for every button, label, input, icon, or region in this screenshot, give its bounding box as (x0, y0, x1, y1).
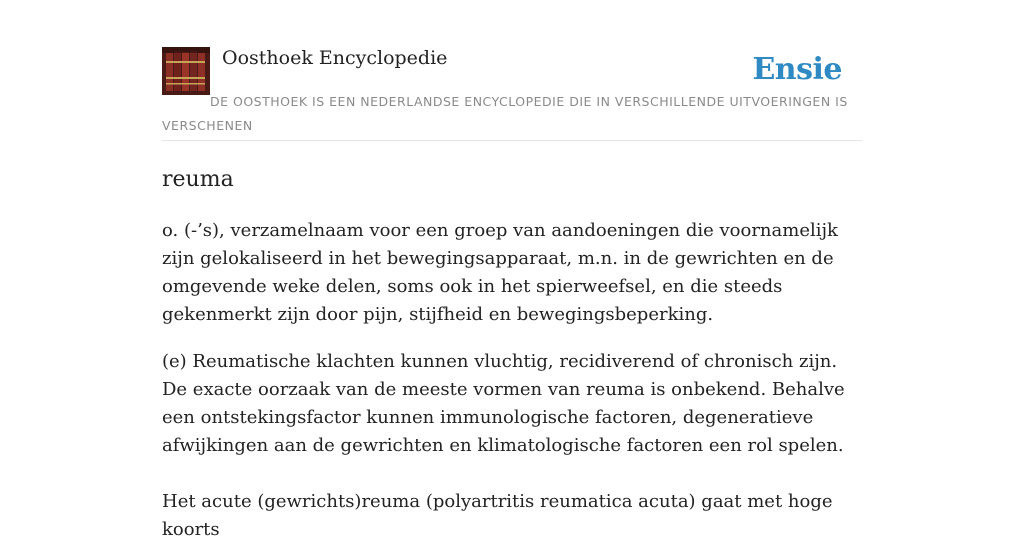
site-tagline: DE OOSTHOEK IS EEN NEDERLANDSE ENCYCLOPEDIE DIE IN VERSCHILLENDE UITVOERINGEN IS VERSCHENEN (162, 94, 848, 133)
entry-paragraph-3: Het acute (gewrichts)reuma (polyartritis reumatica acuta) gaat met hoge koorts (162, 491, 833, 540)
site-header (162, 46, 862, 141)
site-title[interactable]: Oosthoek Encyclopedie (222, 47, 448, 69)
entry-paragraph-1: o. (-’s), verzamelnaam voor een groep van aandoeningen die voornamelijk zijn gelokaliseerd in het bewegingsapparaat, m.n. in de gewrichten en de omgevende weke delen, soms ook in het spierweefsel, en die steeds gekenmerkt zijn door pijn, stijfheid en bewegingsbeperking. (162, 220, 838, 325)
entry-title: reuma (162, 167, 234, 192)
books-avatar-icon[interactable] (162, 47, 210, 95)
entry-paragraph-2: (e) Reumatische klachten kunnen vluchtig, recidiverend of chronisch zijn. De exacte oorzaak van de meeste vormen van reuma is onbekend. Behalve een ontstekingsfactor kunnen immunologische factoren, degeneratieve afwijkingen aan de gewrichten en klimatologische factoren een rol spelen. (162, 351, 845, 456)
brand-logo[interactable]: Ensie (752, 52, 842, 87)
content-container (162, 46, 862, 544)
